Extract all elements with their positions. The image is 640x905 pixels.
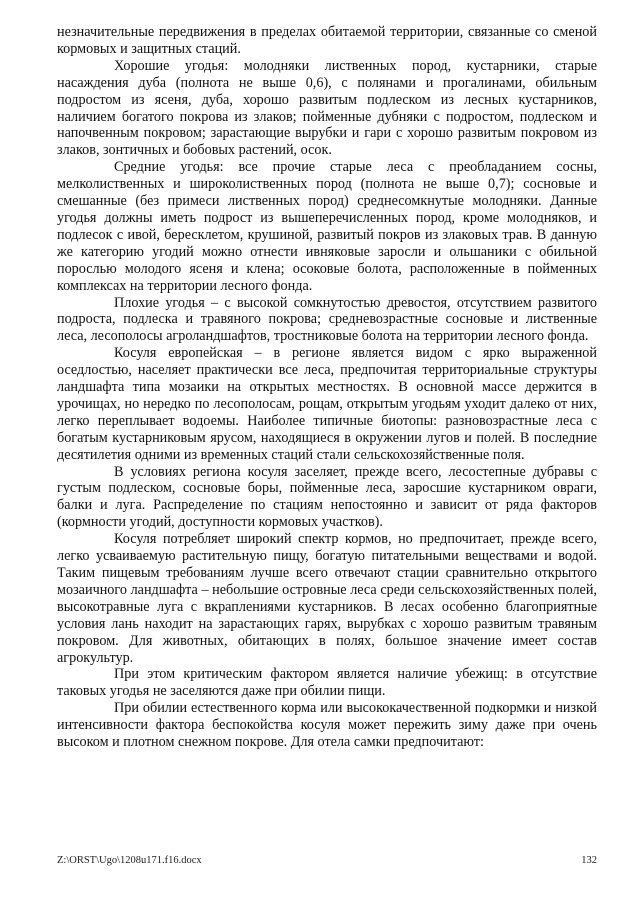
paragraph-food-spectrum: Косуля потребляет широкий спектр кормов, но предпочитает, прежде всего, легко усваиваемую растительную пищу, богатую питательными веществами и водой. Таким пищевым требованиям лучше всего отвечают стации сравнительно открытого мозаичного ландшафта – небольшие островные леса среди сельскохозяйственных полей, высокотравные луга с вкраплениями кустарников. В лесах особенно благоприятные условия лань находит на зарастающих гарях, вырубках с хорошо развитым травяным покровом. Для животных, обитающих в полях, большое значение имеет состав агрокультур.	[57, 531, 597, 666]
paragraph-winter-survival: При обилии естественного корма или высококачественной подкормки и низкой интенсивности фактора беспокойства косуля может пережить зиму даже при очень высоком и плотном снежном покрове. Для отела самки предпочитают:	[57, 700, 597, 751]
paragraph-region-conditions: В условиях региона косуля заселяет, прежде всего, лесостепные дубравы с густым подлеском, сосновые боры, пойменные леса, заросшие кустарником овраги, балки и луга. Распределение по стациям непостоянно и зависит от ряда факторов (кормности угодий, доступности кормовых участков).	[57, 463, 597, 531]
paragraph-shelter-factor: При этом критическим фактором является наличие убежищ: в отсутствие таковых угодья не заселяются даже при обилии пищи.	[57, 666, 597, 700]
page-number: 132	[581, 855, 597, 866]
paragraph-medium-habitats: Средние угодья: все прочие старые леса с преобладанием сосны, мелколиственных и широколиственных пород (полнота не выше 0,7); сосновые и смешанные (без примеси лиственных пород) среднесомкнутые молодняки. Данные угодья должны иметь подрост из вышеперечисленных пород, кроме молодняков, и подлесок с ивой, бересклетом, крушиной, развитый покров из злаковых трав. В данную же категорию угодий можно отнести ивняковые заросли и ольшаники с обильной порослью молодого ясеня и клена; осоковые болота, расположенные в пойменных комплексах на территории лесного фонда.	[57, 159, 597, 294]
file-path: Z:\ORST\Ugo\1208u171.f16.docx	[57, 855, 202, 866]
paragraph-poor-habitats: Плохие угодья – с высокой сомкнутостью древостоя, отсутствием развитого подроста, подлеска и травяного покрова; средневозрастные сосновые и лиственные леса, лесополосы агроландшафтов, тростниковые болота на территории лесного фонда.	[57, 294, 597, 345]
document-body	[57, 24, 597, 751]
paragraph-good-habitats: Хорошие угодья: молодняки лиственных пород, кустарники, старые насаждения дуба (полнота не выше 0,6), с полянами и прогалинами, обильным подростом из ясеня, дуба, хорошо развитым подлеском из лесных кустарников, наличием богатого покрова из злаков; пойменные дубняки с подростом, подлеском и напочвенным покровом; зарастающие вырубки и гари с хорошо развитым покровом из злаков, зонтичных и бобовых растений, осок.	[57, 57, 597, 159]
page-footer	[57, 854, 597, 868]
paragraph-continuation: незначительные передвижения в пределах обитаемой территории, связанные со сменой кормовых и защитных стаций.	[57, 24, 597, 57]
paragraph-roe-deer: Косуля европейская – в регионе является видом с ярко выраженной оседлостью, населяет практически все леса, предпочитая территориальные структуры ландшафта типа мозаики на открытых местностях. В основной массе держится в урочищах, но нередко по лесополосам, рощам, открытым угодьям уходит далеко от них, легко переплывает водоемы. Наиболее типичные биотопы: разновозрастные леса с богатым кустарниковым ярусом, находящиеся в окружении лугов и полей. В последние десятилетия одними из временных стаций стали сельскохозяйственные поля.	[57, 345, 597, 463]
